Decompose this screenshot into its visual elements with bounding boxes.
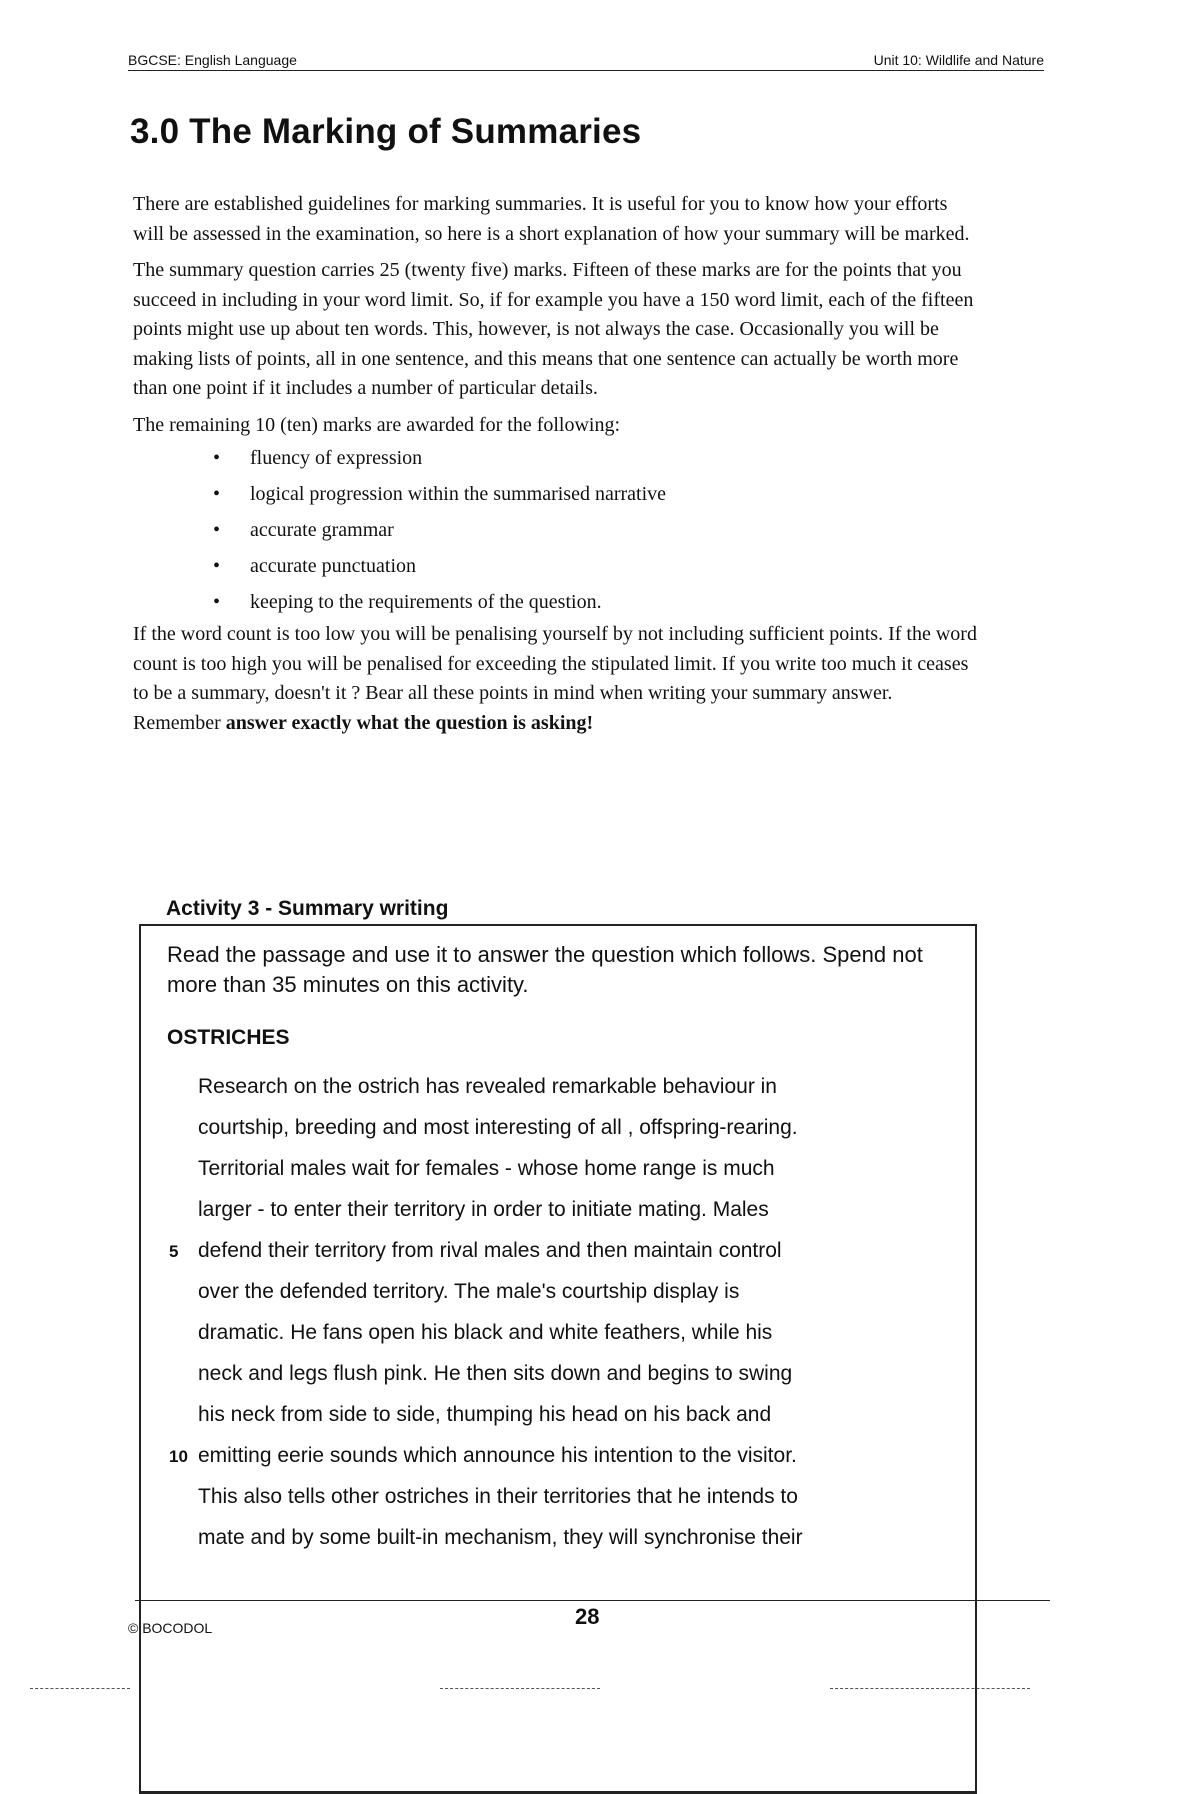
activity-title: Activity 3 - Summary writing: [166, 897, 449, 920]
passage-line: over the defended territory. The male's courtship display is: [198, 1280, 740, 1303]
closing-emphasis: answer exactly what the question is asking!: [225, 711, 594, 734]
header-rule: [128, 70, 1044, 71]
bullet-icon: •: [213, 447, 221, 469]
list-item: • accurate punctuation: [133, 548, 983, 584]
section-body: [133, 190, 983, 745]
bullet-icon: •: [213, 591, 221, 613]
passage: [141, 1066, 971, 1558]
criteria-list: [133, 440, 983, 620]
passage-line: 5 defend their territory from rival males and then maintain control: [141, 1230, 971, 1271]
paragraph-3: The remaining 10 (ten) marks are awarded for the following:: [133, 413, 621, 436]
page-number: 28: [575, 1604, 600, 1629]
passage-line: mate and by some built-in mechanism, they will synchronise their: [198, 1526, 803, 1549]
scan-artifact: [830, 1688, 1030, 1689]
passage-line: 10 emitting eerie sounds which announce his intention to the visitor.: [141, 1435, 971, 1476]
bullet-icon: •: [213, 483, 221, 505]
list-item: • accurate grammar: [133, 512, 983, 548]
passage-line: courtship, breeding and most interesting of all , offspring-rearing.: [198, 1116, 798, 1139]
header-right: Unit 10: Wildlife and Nature: [873, 52, 1044, 68]
passage-line: Research on the ostrich has revealed remarkable behaviour in: [198, 1075, 777, 1098]
header-left: BGCSE: English Language: [128, 52, 297, 68]
footer-rule: [135, 1600, 1050, 1601]
paragraph-2: The summary question carries 25 (twenty five) marks. Fifteen of these marks are for the points that you succeed in including in your word limit. So, if for example you have a 150 word limit, each of the fifteen points might use up about ten words. This, however, is not always the case. Occasionally you will be making lists of points, all in one sentence, and this means that one sentence can actually be worth more than one point if it includes a number of particular details.: [133, 259, 974, 399]
passage-line: his neck from side to side, thumping his head on his back and: [198, 1403, 772, 1426]
closing-paragraph: If the word count is too low you will be penalising yourself by not including sufficient points. If the word count is too high you will be penalised for exceeding the stipulated limit. If you write too much it ceases to be a summary, doesn't it ? Bear all these points in mind when writing your summary answer. Remember answer exactly what the question is asking!: [133, 623, 977, 734]
passage-line: dramatic. He fans open his black and white feathers, while his: [198, 1321, 773, 1344]
activity-instructions: Read the passage and use it to answer the question which follows. Spend not more than 35 minutes on this activity.: [167, 942, 923, 997]
line-number: 10: [169, 1447, 188, 1466]
paragraph-1: There are established guidelines for marking summaries. It is useful for you to know how your efforts will be assessed in the examination, so here is a short explanation of how your summary will be marked.: [133, 193, 970, 245]
passage-line: Territorial males wait for females - whose home range is much: [198, 1157, 775, 1180]
line-number: 5: [169, 1242, 179, 1261]
activity-box: [139, 924, 977, 1794]
list-item: • keeping to the requirements of the question.: [133, 584, 983, 620]
footer-copyright: © BOCODOL: [128, 1620, 213, 1636]
passage-title: OSTRICHES: [167, 1026, 290, 1049]
bullet-icon: •: [213, 555, 221, 577]
scan-artifact: [440, 1688, 600, 1689]
list-item: • logical progression within the summarised narrative: [133, 476, 983, 512]
passage-line: This also tells other ostriches in their territories that he intends to: [198, 1485, 798, 1508]
scan-artifact: [30, 1688, 130, 1689]
section-title: 3.0 The Marking of Summaries: [130, 112, 642, 151]
passage-line: neck and legs flush pink. He then sits down and begins to swing: [198, 1362, 793, 1385]
list-item: • fluency of expression: [133, 440, 983, 476]
bullet-icon: •: [213, 519, 221, 541]
passage-line: larger - to enter their territory in order to initiate mating. Males: [198, 1198, 769, 1221]
